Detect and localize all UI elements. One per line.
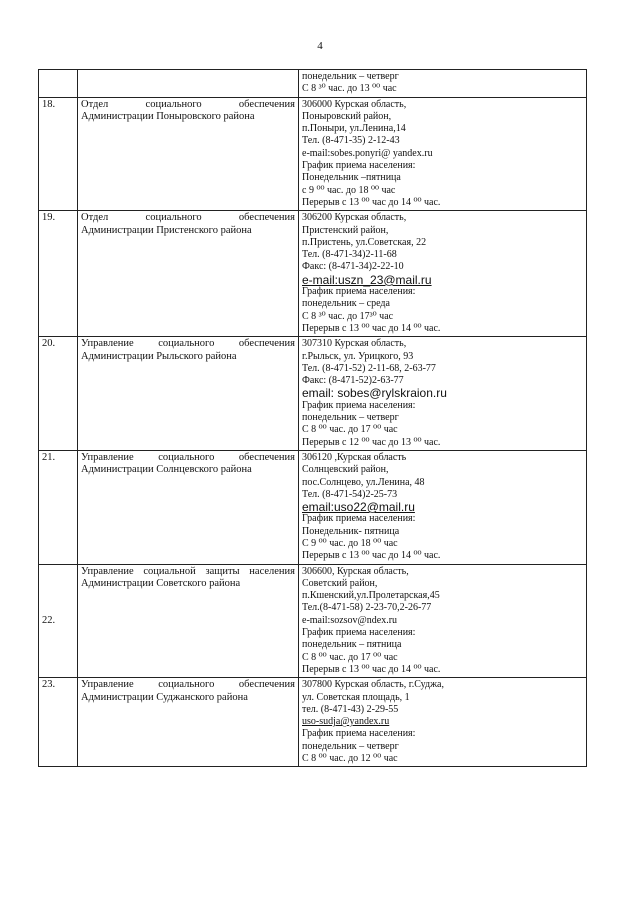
contact-line: понедельник – среда (302, 298, 390, 310)
contact-line: С 8 ⁰⁰ час. до 17 ⁰⁰ час (302, 424, 398, 436)
table-row (39, 337, 587, 451)
contact-line: email:uso22@mail.ru (302, 500, 415, 515)
row-number: 22. (39, 564, 78, 678)
contact-line: Перерыв с 12 ⁰⁰ час до 13 ⁰⁰ час. (302, 436, 441, 448)
contact-line: 306000 Курская область, (302, 98, 407, 110)
contact-line: 306120 ,Курская область (302, 451, 407, 463)
contact-line: С 8 ³⁰ час. до 13 ⁰⁰ час (302, 83, 397, 95)
contact-line: e-mail:sobes.ponyri@ yandex.ru (302, 147, 433, 159)
contact-line: Факс: (8-471-52)2-63-77 (302, 375, 404, 387)
contact-line: понедельник – четверг (302, 71, 399, 82)
contact-line: Поныровский район, (302, 110, 392, 122)
contact-line: Перерыв с 13 ⁰⁰ час до 14 ⁰⁰ час. (302, 663, 441, 675)
contact-line: ул. Советская площадь, 1 (302, 691, 410, 703)
contact-line: Советский район, (302, 577, 378, 589)
social-services-table (38, 69, 587, 767)
contact-line: п.Кшенский,ул.Пролетарская,45 (302, 590, 440, 602)
organization-name (78, 70, 299, 98)
contact-line: понедельник – четверг (302, 412, 399, 424)
organization-name: Управление социальной защиты населения Администрации Советского района (78, 564, 299, 678)
row-number: 18. (39, 97, 78, 211)
organization-name: Отдел социального обеспечения Администрации Пристенского района (78, 211, 299, 337)
contact-line: 306200 Курская область, (302, 212, 407, 224)
contact-line: e-mail:sozsov@ndex.ru (302, 614, 398, 626)
contact-line: С 8 ³⁰ час. до 17³⁰ час (302, 310, 394, 322)
contact-info (299, 211, 587, 337)
row-number: 19. (39, 211, 78, 337)
contact-line: Перерыв с 13 ⁰⁰ час до 14 ⁰⁰ час. (302, 322, 441, 334)
contact-line: Понедельник- пятница (302, 525, 400, 537)
contact-line: Пристенский район, (302, 224, 389, 236)
page-number: 4 (317, 40, 323, 52)
contact-info (299, 450, 587, 564)
contact-line: г.Рыльск, ул. Урицкого, 93 (302, 350, 414, 362)
contact-line: Тел. (8-471-52) 2-11-68, 2-63-77 (302, 362, 436, 374)
contact-line: uso-sudja@yandex.ru (302, 716, 390, 728)
contact-line: График приема населения: (302, 627, 416, 639)
organization-name: Отдел социального обеспечения Администрации Поныровского района (78, 97, 299, 211)
contact-line: С 8 ⁰⁰ час. до 17 ⁰⁰ час (302, 651, 398, 663)
contact-line: С 8 ⁰⁰ час. до 12 ⁰⁰ час (302, 753, 398, 765)
organization-name: Управление социального обеспечения Администрации Рыльского района (78, 337, 299, 451)
contact-line: тел. (8-471-43) 2-29-55 (302, 703, 399, 715)
contact-info (299, 564, 587, 678)
table-row (39, 97, 587, 211)
row-number: 20. (39, 337, 78, 451)
contact-info (299, 70, 587, 98)
contact-line: Солнцевский район, (302, 464, 389, 476)
row-number (39, 70, 78, 98)
contact-line: График приема населения: (302, 160, 416, 172)
contact-line: График приема населения: (302, 286, 416, 298)
contact-line: Тел. (8-471-35) 2-12-43 (302, 135, 400, 147)
organization-name: Управление социального обеспечения Администрации Солнцевского района (78, 450, 299, 564)
table-row (39, 70, 587, 98)
contact-line: 307310 Курская область, (302, 338, 407, 350)
contact-line: понедельник – пятница (302, 639, 402, 651)
contact-line: пос.Солнцево, ул.Ленина, 48 (302, 476, 425, 488)
table-row (39, 564, 587, 678)
contact-line: п.Поныри, ул.Ленина,14 (302, 123, 406, 135)
contact-line: График приема населения: (302, 399, 416, 411)
contact-info (299, 97, 587, 211)
contact-line: Факс: (8-471-34)2-22-10 (302, 261, 404, 273)
contact-line: Перерыв с 13 ⁰⁰ час до 14 ⁰⁰ час. (302, 550, 441, 562)
contact-line: Перерыв с 13 ⁰⁰ час до 14 ⁰⁰ час. (302, 196, 441, 208)
contact-line: Тел.(8-471-58) 2-23-70,2-26-77 (302, 602, 432, 614)
contact-line: понедельник – четверг (302, 740, 399, 752)
row-number: 21. (39, 450, 78, 564)
contact-line: с 9 ⁰⁰ час. до 18 ⁰⁰ час (302, 184, 396, 196)
contact-line: e-mail:uszn_23@mail.ru (302, 272, 432, 287)
organization-name: Управление социального обеспечения Администрации Суджанского района (78, 678, 299, 767)
contact-info (299, 678, 587, 767)
contact-line: Понедельник –пятница (302, 172, 401, 184)
table-row (39, 211, 587, 337)
contact-line: График приема населения: (302, 728, 416, 740)
contact-line: График приема населения: (302, 513, 416, 525)
contact-info (299, 337, 587, 451)
contact-line: Тел. (8-471-34)2-11-68 (302, 249, 397, 261)
contact-line: Тел. (8-471-54)2-25-73 (302, 488, 398, 500)
contact-line: 307800 Курская область, г.Суджа, (302, 679, 444, 691)
contact-line: 306600, Курская область, (302, 565, 409, 577)
row-number: 23. (39, 678, 78, 767)
contact-line: п.Пристень, ул.Советская, 22 (302, 236, 427, 248)
contact-line: email: sobes@rylskraion.ru (302, 386, 447, 401)
table-row (39, 450, 587, 564)
contact-line: С 9 ⁰⁰ час. до 18 ⁰⁰ час (302, 537, 398, 549)
table-row (39, 678, 587, 767)
